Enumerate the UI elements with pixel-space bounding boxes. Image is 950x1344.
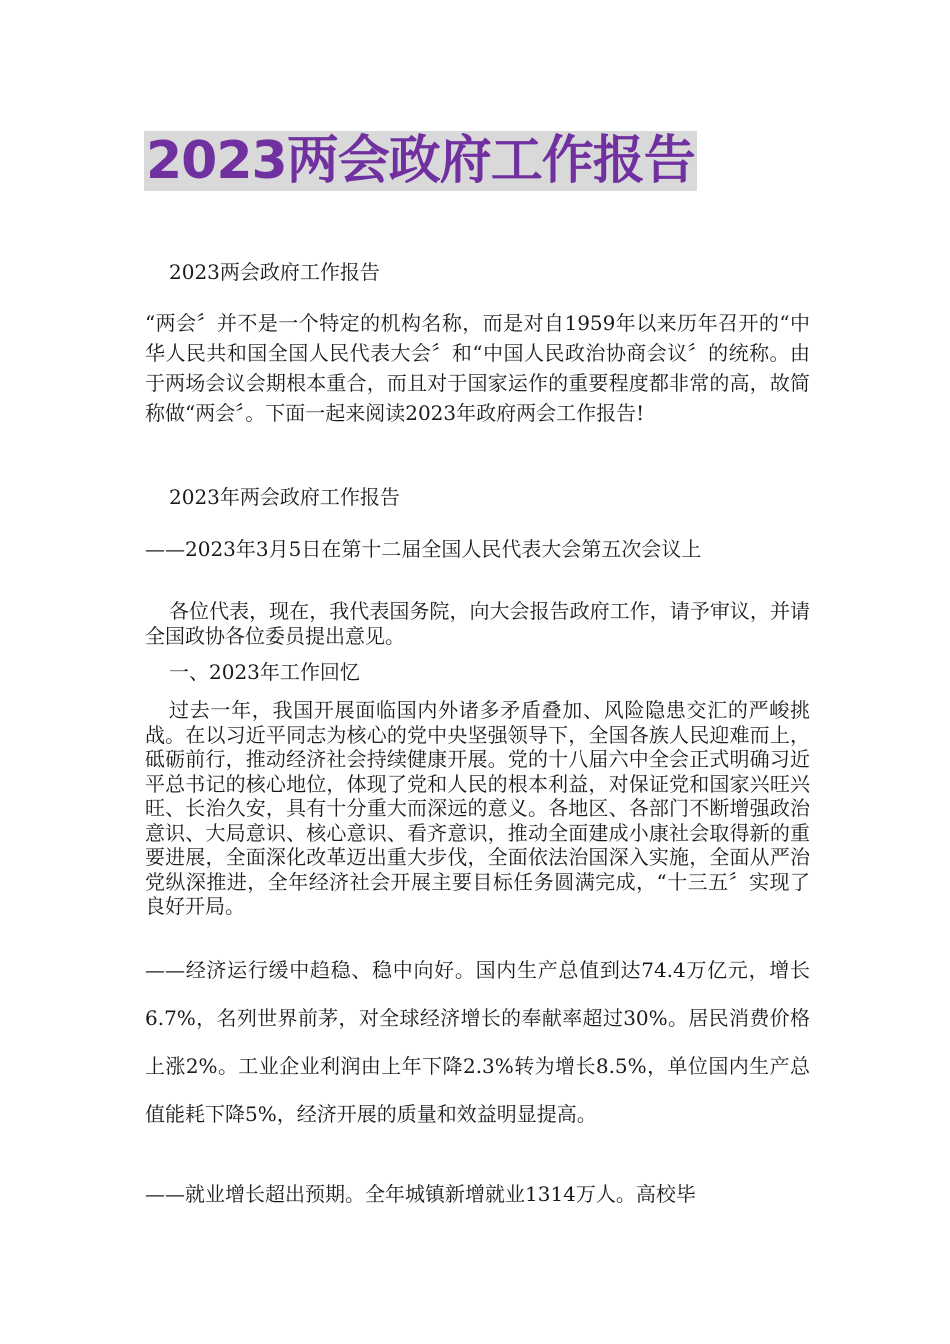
section-one-body: 过去一年，我国开展面临国内外诸多矛盾叠加、风险隐患交汇的严峻挑战。在以习近平同志为核心的党中央坚强领导下，全国各族人民迎难而上，砥砺前行，推动经济社会持续健康开展。党的十八届六中全会正式明确习近平总书记的核心地位，体现了党和人民的根本利益，对保证党和国家兴旺兴旺、长治久安，具有十分重大而深远的意义。各地区、各部门不断增强政治意识、大局意识、核心意识、看齐意识，推动全面建成小康社会取得新的重要进展，全面深化改革迈出重大步伐，全面依法治国深入实施，全面从严治党纵深推进，全年经济社会开展主要目标任务圆满完成，“十三五〞实现了良好开局。	[145, 698, 810, 918]
employment-paragraph: ——就业增长超出预期。全年城镇新增就业1314万人。高校毕	[145, 1182, 696, 1206]
report-heading: 2023年两会政府工作报告	[169, 485, 400, 509]
document-title: 2023两会政府工作报告	[146, 131, 695, 191]
document-subtitle: 2023两会政府工作报告	[169, 260, 380, 284]
intro-paragraph: “两会〞并不是一个特定的机构名称，而是对自1959年以来历年召开的“中华人民共和国全国人民代表大会〞和“中国人民政治协商会议〞的统称。由于两场会议会期根本重合，而且对于国家运作的重要程度都非常的高，故简称做“两会〞。下面一起来阅读2023年政府两会工作报告!	[145, 311, 810, 425]
report-meta-line: ——2023年3月5日在第十二届全国人民代表大会第五次会议上	[145, 537, 702, 561]
greeting-paragraph: 各位代表，现在，我代表国务院，向大会报告政府工作，请予审议，并请全国政协各位委员提出意见。	[145, 599, 810, 648]
section-one-heading: 一、2023年工作回忆	[169, 660, 360, 684]
economy-paragraph: ——经济运行缓中趋稳、稳中向好。国内生产总值到达74.4万亿元，增长6.7%，名列世界前茅，对全球经济增长的奉献率超过30%。居民消费价格上涨2%。工业企业利润由上年下降2.3%转为增长8.5%，单位国内生产总值能耗下降5%，经济开展的质量和效益明显提高。	[145, 958, 810, 1126]
